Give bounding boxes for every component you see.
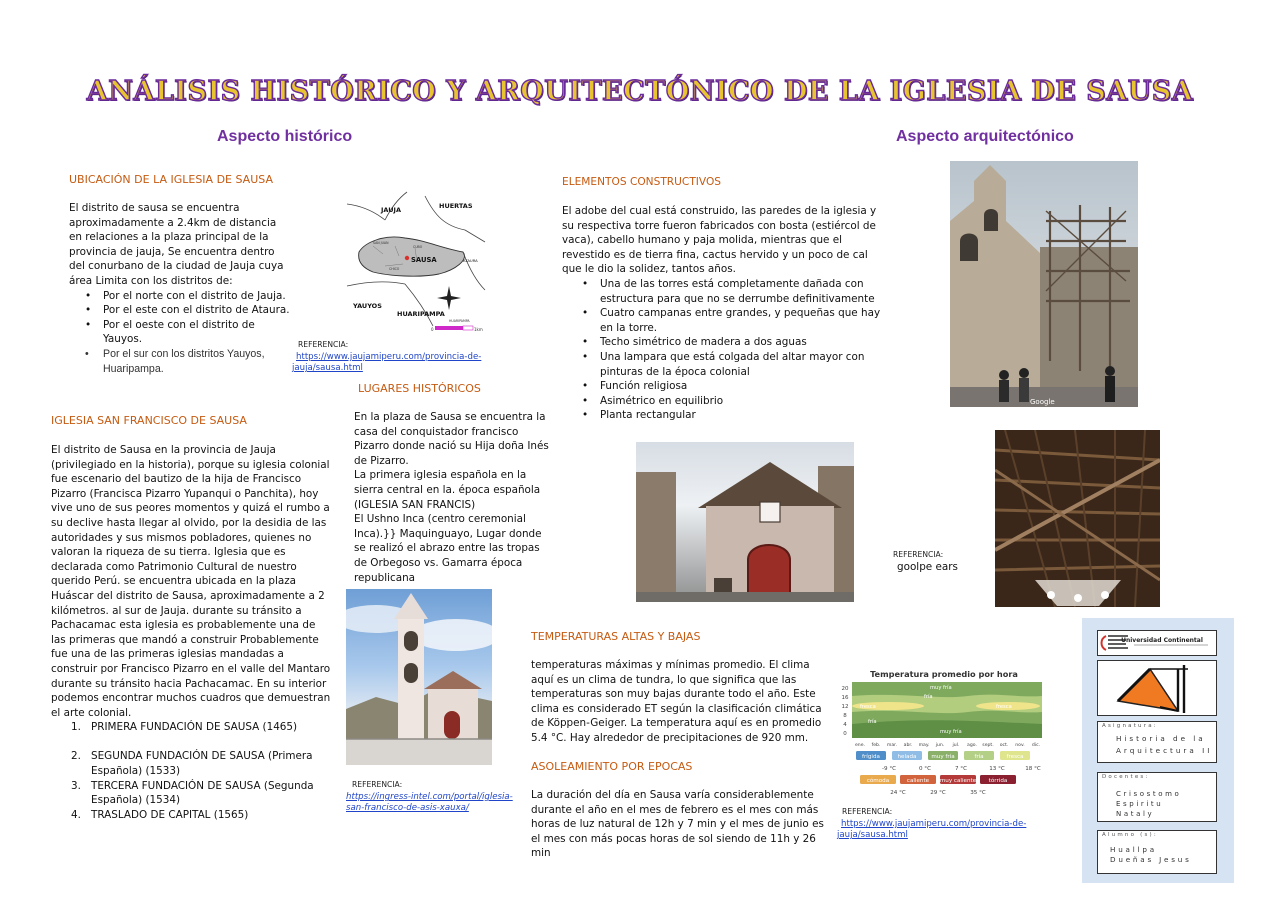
legend-label: caliente bbox=[906, 777, 930, 784]
map-label-small: SAN JUAN bbox=[373, 241, 389, 245]
temp-ref-link[interactable]: https://www.jaujamiperu.com/provincia-de-jauja/sausa.html bbox=[837, 819, 1027, 840]
month-label: abr. bbox=[903, 743, 913, 748]
asoleamiento-text: La duración del día en Sausa varía considerablemente durante el año en el mes de febrero es el mes con más horas de luz natural de 12h y 7 min y el mes de junio es el mes con más pocas horas de sol siendo de 11h y 26 min bbox=[531, 789, 824, 860]
month-label: mar. bbox=[886, 743, 898, 748]
docentes-box bbox=[1097, 772, 1217, 822]
y-tick: 0 bbox=[843, 731, 847, 737]
asoleamiento-heading: ASOLEAMIENTO POR EPOCAS bbox=[531, 760, 693, 773]
docentes-value: Crisostomo Espiritu Nataly bbox=[1116, 790, 1182, 818]
map-label-yauyos: YAUYOS bbox=[353, 302, 382, 310]
map-label-jauja: JAUJA bbox=[381, 206, 401, 214]
legend-label: fría bbox=[974, 753, 984, 760]
info-sidebar bbox=[1082, 618, 1234, 883]
right-ref-text: goolpe ears bbox=[897, 561, 958, 573]
legend-label: muy caliente bbox=[939, 777, 977, 784]
elementos-block bbox=[562, 204, 888, 423]
orange-triangle-icon bbox=[1098, 661, 1216, 715]
list-item: 3. TERCERA FUNDACIÓN DE SAUSA (Segunda Española) (1534) bbox=[71, 779, 314, 807]
district-map bbox=[345, 186, 490, 336]
band-label: fría bbox=[924, 694, 933, 700]
list-item: 4. TRASLADO DE CAPITAL (1565) bbox=[71, 808, 249, 821]
google-watermark: Google bbox=[1030, 398, 1055, 406]
list-item: • Asimétrico en equilibrio bbox=[562, 394, 888, 409]
temp-ref-label: REFERENCIA: bbox=[842, 807, 893, 816]
poster-title: ANÁLISIS HISTÓRICO Y ARQUITECTÓNICO DE LA IGLESIA DE SAUSA bbox=[86, 76, 1194, 107]
chart-thresholds-row1 bbox=[882, 766, 1041, 772]
legend-label: fresca bbox=[1006, 753, 1024, 760]
lugares-block bbox=[354, 410, 552, 585]
iglesia-heading: IGLESIA SAN FRANCISCO DE SAUSA bbox=[51, 414, 247, 427]
docentes-label: Docentes: bbox=[1102, 774, 1150, 780]
lugares-line: El Ushno Inca (centro ceremonial Inca).}} Maquinguayo, Lugar donde se realizó el abrazo entre las tropas de Orbegoso vs. Gamarra época republicana bbox=[354, 513, 542, 584]
legend-label: helada bbox=[897, 753, 917, 760]
month-label: jun. bbox=[935, 743, 945, 748]
roof-interior-photo bbox=[995, 430, 1160, 607]
map-ref-link[interactable]: https://www.jaujamiperu.com/provincia-de-jauja/sausa.html bbox=[292, 352, 482, 373]
elementos-bullets bbox=[562, 277, 888, 423]
threshold-label: 24 °C bbox=[890, 790, 906, 796]
university-name: Universidad Continental bbox=[1121, 637, 1203, 644]
map-label-small: CUBO bbox=[413, 245, 423, 249]
threshold-label: 13 °C bbox=[989, 766, 1005, 772]
y-tick: 4 bbox=[843, 722, 847, 728]
alumno-value: Huallpa Dueñas Jesus bbox=[1110, 845, 1192, 864]
threshold-label: 7 °C bbox=[954, 766, 968, 772]
iglesia-block bbox=[51, 443, 331, 822]
list-item: • Por el oeste con el distrito de Yauyos. bbox=[65, 318, 291, 347]
legend-label: frígida bbox=[862, 753, 880, 760]
month-label: sept. bbox=[982, 743, 994, 748]
list-item: • Una lampara que está colgada del altar mayor con pinturas de la época colonial bbox=[562, 350, 888, 379]
band-label: muy fría bbox=[940, 729, 962, 735]
ubicacion-text: El distrito de sausa se encuentra aproximadamente a 2.4km de distancia en relaciones a la plaza principal de la provincia de jauja, Se encuentra dentro del conurbano de la ciudad de Jauja cuya área Limita con los distritos de: bbox=[69, 202, 284, 287]
legend-label: cómoda bbox=[866, 777, 890, 784]
y-tick: 20 bbox=[841, 686, 849, 692]
lugares-line: En la plaza de Sausa se encuentra la casa del conquistador francisco bbox=[354, 411, 546, 438]
university-logo-box bbox=[1097, 630, 1217, 656]
chart-month-labels bbox=[855, 742, 1040, 748]
chart-legend-row2 bbox=[860, 775, 1016, 784]
iglesia-list bbox=[51, 720, 331, 822]
list-item: • Por el este con el distrito de Ataura. bbox=[65, 303, 291, 318]
month-label: may. bbox=[918, 743, 930, 748]
list-item: • Planta rectangular bbox=[562, 408, 888, 423]
list-item: • Por el sur con los distritos Yauyos, Huaripampa. bbox=[65, 347, 291, 376]
asignatura-box bbox=[1097, 721, 1217, 763]
legend-label: muy fría bbox=[931, 753, 955, 760]
band-label: fresca bbox=[996, 704, 1012, 710]
map-label-small: CHICO bbox=[389, 267, 400, 271]
map-label-ataura: ATAURA bbox=[463, 258, 478, 263]
threshold-label: -9 °C bbox=[881, 766, 897, 772]
section-architectural: Aspecto arquitectónico bbox=[896, 128, 1074, 145]
band-label: muy fría bbox=[930, 685, 952, 691]
legend-label: tórrida bbox=[988, 777, 1008, 784]
lugares-heading: LUGARES HISTÓRICOS bbox=[358, 382, 481, 395]
map-label-sausa: SAUSA bbox=[411, 256, 437, 264]
month-label: jul. bbox=[952, 743, 960, 748]
temperature-chart-svg bbox=[838, 666, 1050, 801]
photo-ref-label: REFERENCIA: bbox=[352, 780, 403, 789]
band-label: fría bbox=[868, 719, 877, 725]
chart-y-ticks bbox=[842, 686, 849, 737]
list-item: • Una de las torres está completamente dañada con estructura para que no se derrumbe definitivamente bbox=[562, 277, 888, 306]
map-ref-label: REFERENCIA: bbox=[298, 340, 349, 349]
map-label-huertas: HUERTAS bbox=[439, 202, 473, 210]
facade-photo-svg bbox=[636, 442, 854, 602]
list-item: • Techo simétrico de madera a dos aguas bbox=[562, 335, 888, 350]
month-label: oct. bbox=[999, 743, 1009, 748]
list-item: • Función religiosa bbox=[562, 379, 888, 394]
threshold-label: 29 °C bbox=[930, 790, 946, 796]
section-historic: Aspecto histórico bbox=[217, 128, 353, 145]
threshold-label: 0 °C bbox=[918, 766, 932, 772]
ubicacion-bullets bbox=[65, 289, 291, 377]
photo-ref-link[interactable]: https://ingress-intel.com/portal/iglesia-san-francisco-de-asis-xauxa/ bbox=[346, 792, 513, 813]
tower-ruin-photo bbox=[950, 161, 1138, 407]
month-label: ene. bbox=[854, 743, 866, 748]
month-label: ago. bbox=[967, 743, 977, 748]
month-label: dic. bbox=[1031, 743, 1041, 748]
university-logo-icon bbox=[1098, 631, 1216, 655]
temperature-chart bbox=[838, 666, 1050, 801]
alumno-box bbox=[1097, 830, 1217, 874]
church-facade-photo bbox=[636, 442, 854, 602]
tower-photo-svg bbox=[346, 589, 492, 765]
logo-graphic-box bbox=[1097, 660, 1217, 716]
temperaturas-heading: TEMPERATURAS ALTAS Y BAJAS bbox=[531, 630, 701, 643]
y-tick: 8 bbox=[843, 713, 847, 719]
lugares-line: La primera iglesia española en la sierra central en la. época española (IGLESIA SAN FRANCIS) bbox=[354, 469, 541, 511]
right-ref-label: REFERENCIA: bbox=[893, 550, 944, 559]
iglesia-text: El distrito de Sausa en la provincia de Jauja (privilegiado en la historia), porque su iglesia colonial fue escenario del bautizo de la hija de Francisco Pizarro (Francisca Pizarro Yupanqui o Panchita), hoy vive uno de sus peores momentos y quizá el rumbo a su declive hasta llegar al olvido, por la desidia de las autoridades y sus mismos pobladores, quienes no valoran la riqueza de su tierra. Iglesia que es declarada como Patrimonio Cultural de nuestro querido Perú. se encuentra ubicada en la plaza Huáscar del distrito de Sausa, aproximadamente a 2 kilómetros. al sur de Jauja. durante su tránsito a Pachacamac esta iglesia es probablemente una de las primeras que mandó a construir Probablemente fue una de las primeras iglesias mandadas a construir por Francisco Pizarro en el valle del Mantaro durante su tránsito hacia Pachacamac. En su interior podemos encontrar muchos cuadros que demuestran el arte colonial. bbox=[51, 444, 331, 719]
month-label: nov. bbox=[1015, 743, 1025, 748]
asignatura-label: Asignatura: bbox=[1102, 723, 1158, 729]
month-label: feb. bbox=[871, 743, 881, 748]
band-label: fresca bbox=[860, 704, 876, 710]
church-tower-photo bbox=[346, 589, 492, 765]
threshold-label: 18 °C bbox=[1025, 766, 1041, 772]
list-item: • Por el norte con el distrito de Jauja. bbox=[65, 289, 291, 304]
list-item: 1. PRIMERA FUNDACIÓN DE SAUSA (1465) bbox=[71, 721, 298, 734]
map-label-huaripampa: HUARIPAMPA bbox=[397, 310, 445, 318]
ubicacion-heading: UBICACIÓN DE LA IGLESIA DE SAUSA bbox=[69, 173, 273, 186]
lugares-line: Pizarro donde nació su Hija doña Inés de Pizarro. bbox=[354, 440, 549, 467]
list-item: 2. SEGUNDA FUNDACIÓN DE SAUSA (Primera Española) (1533) bbox=[71, 750, 313, 778]
chart-thresholds-row2 bbox=[890, 790, 986, 796]
asignatura-value: Historia de la Arquitectura II bbox=[1116, 734, 1213, 755]
y-tick: 12 bbox=[841, 704, 849, 710]
elementos-text: El adobe del cual está construido, las paredes de la iglesia y su respectiva torre fueron fabricados con bosta (estiércol de vaca), cabello humano y paja molida, mientras que el revestido es de tierra fina, cactus hervido y un poco de cal que le dio la solidez, tantos años. bbox=[562, 205, 877, 276]
map-scale-start: 0 bbox=[431, 327, 434, 332]
roof-interior-svg bbox=[995, 430, 1160, 607]
tower-ruin-svg bbox=[950, 161, 1138, 407]
map-scale-end: 1km bbox=[474, 327, 483, 332]
temperaturas-text: temperaturas máximas y mínimas promedio. El clima aquí es un clima de tundra, lo que significa que las temperaturas son muy bajas durante todo el año. Este clima es considerado ET según la clasificación climática de Köppen-Geiger. La temperatura aquí es en promedio 5.4 °C. Hay alrededor de precipitaciones de 920 mm. bbox=[531, 659, 822, 744]
alumno-label: Alumno (s): bbox=[1102, 832, 1158, 838]
chart-title: Temperatura promedio por hora bbox=[870, 669, 1018, 679]
y-tick: 16 bbox=[841, 695, 849, 701]
list-item: • Cuatro campanas entre grandes, y pequeñas que hay en la torre. bbox=[562, 306, 888, 335]
threshold-label: 35 °C bbox=[970, 790, 986, 796]
map-label-small: HUARIPAMPA bbox=[449, 319, 470, 323]
chart-legend-row1 bbox=[856, 751, 1030, 760]
elementos-heading: ELEMENTOS CONSTRUCTIVOS bbox=[562, 176, 722, 188]
ubicacion-block bbox=[69, 201, 291, 376]
map-svg bbox=[345, 186, 490, 336]
